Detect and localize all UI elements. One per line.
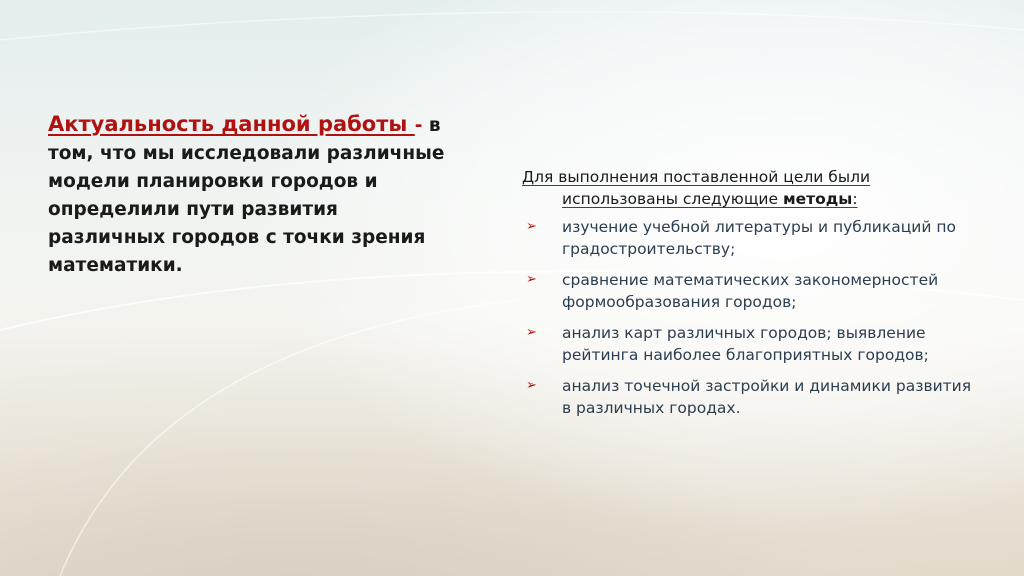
arrow-bullet-icon: ➢ — [526, 378, 537, 393]
relevance-paragraph — [48, 110, 448, 280]
methods-list — [522, 216, 982, 419]
methods-intro-colon: : — [852, 190, 858, 208]
list-item — [522, 216, 982, 260]
relevance-dash: - — [414, 115, 423, 136]
relevance-heading: Актуальность данной работы — [48, 112, 415, 136]
method-text: сравнение математических закономерностей формообразования городов; — [562, 271, 939, 311]
list-item — [522, 322, 982, 366]
methods-intro — [522, 166, 982, 210]
list-item — [522, 375, 982, 419]
arrow-bullet-icon: ➢ — [526, 272, 537, 287]
arrow-bullet-icon: ➢ — [526, 219, 537, 234]
arrow-bullet-icon: ➢ — [526, 325, 537, 340]
methods-section — [522, 166, 982, 428]
list-item — [522, 269, 982, 313]
method-text: анализ карт различных городов; выявление рейтинга наиболее благоприятных городов; — [562, 324, 929, 364]
method-text: анализ точечной застройки и динамики развития в различных городах. — [562, 377, 972, 417]
methods-intro-text: Для выполнения поставленной цели были использованы следующие — [522, 168, 871, 208]
method-text: изучение учебной литературы и публикаций по градостроительству; — [562, 218, 956, 258]
relevance-body: в том, что мы исследовали различные модели планировки городов и определили пути развития различных городов с точки зрения математики. — [48, 115, 445, 276]
methods-keyword: методы — [782, 190, 853, 208]
